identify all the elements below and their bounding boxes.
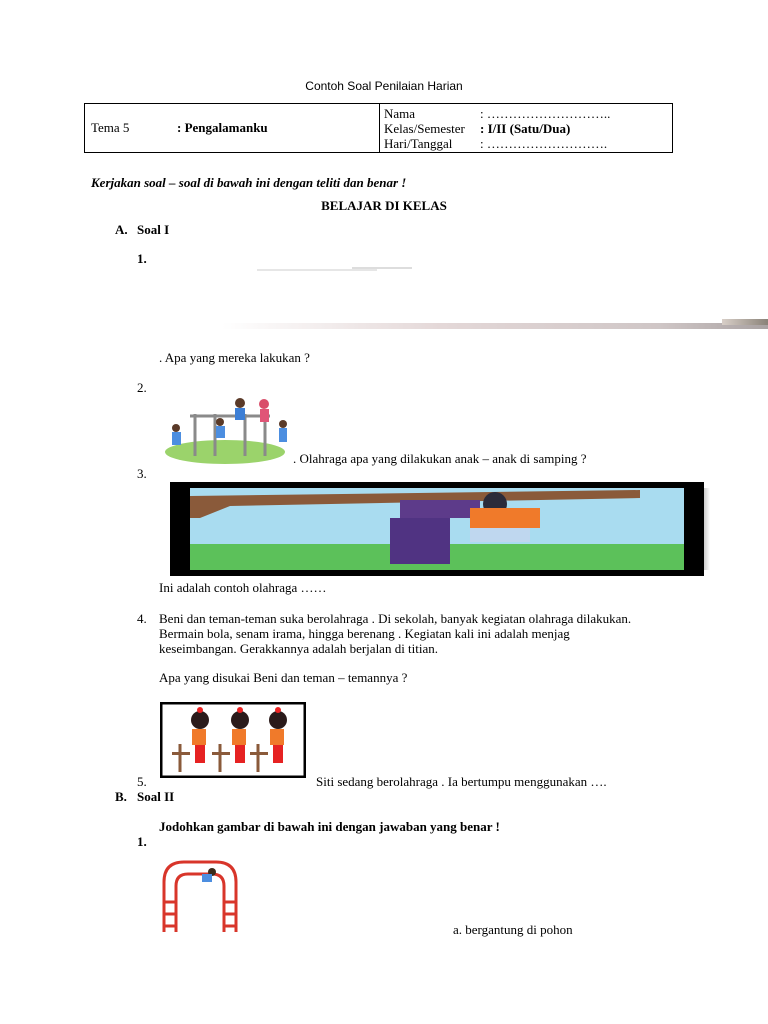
q1-number: 1. xyxy=(137,251,147,266)
kelas-label: Kelas/Semester xyxy=(384,120,465,136)
part-a-letter: A. xyxy=(115,222,128,237)
q3-hanging-image xyxy=(170,482,710,576)
hari-field[interactable]: : ………………………. xyxy=(480,135,608,151)
section-title: BELAJAR DI KELAS xyxy=(321,198,447,213)
q5-number: 5. xyxy=(137,774,147,789)
q1-faded-image xyxy=(222,265,768,335)
part-b-instruction: Jodohkan gambar di bawah ini dengan jawaban yang benar ! xyxy=(159,819,500,834)
kelas-value: : I/II (Satu/Dua) xyxy=(480,120,571,136)
answer-a: a. bergantung di pohon xyxy=(453,922,573,937)
q5-girls-chair-image xyxy=(160,702,306,778)
q4-line-2: Bermain bola, senam irama, hingga berenang . Kegiatan kali ini adalah menjag xyxy=(159,626,570,641)
tema-value: : Pengalamanku xyxy=(177,120,268,135)
nama-label: Nama xyxy=(384,105,416,121)
q4-question: Apa yang disukai Beni dan teman – temannya ? xyxy=(159,670,408,685)
document-title: Contoh Soal Penilaian Harian xyxy=(305,79,463,93)
part-a-title: Soal I xyxy=(137,222,170,237)
part-b-q1-number: 1. xyxy=(137,834,147,849)
instruction: Kerjakan soal – soal di bawah ini dengan teliti dan benar ! xyxy=(91,175,407,190)
q4-line-1: Beni dan teman-teman suka berolahraga . Di sekolah, banyak kegiatan olahraga dilakukan. xyxy=(159,611,632,626)
q3-question: Ini adalah contoh olahraga …… xyxy=(159,580,327,595)
q4-number: 4. xyxy=(137,611,147,626)
hari-label: Hari/Tanggal xyxy=(384,135,453,151)
tema-label: Tema 5 xyxy=(91,120,130,135)
identity-table xyxy=(84,103,673,153)
q2-monkey-bars-image xyxy=(160,394,295,466)
part-b-q1-bars-image xyxy=(158,852,242,934)
q2-question: . Olahraga apa yang dilakukan anak – anak di samping ? xyxy=(293,451,587,466)
q4-paragraph xyxy=(159,611,631,656)
nama-field[interactable]: : ……………………….. xyxy=(480,105,611,121)
q5-question: Siti sedang berolahraga . Ia bertumpu menggunakan …. xyxy=(316,774,607,789)
student-info-cell xyxy=(380,104,673,153)
tema-cell xyxy=(85,104,380,153)
q4-line-3: keseimbangan. Gerakkannya adalah berjalan di titian. xyxy=(159,641,439,656)
part-b-title: Soal II xyxy=(137,789,175,804)
q2-number: 2. xyxy=(137,380,147,395)
q3-number: 3. xyxy=(137,466,147,481)
part-b-letter: B. xyxy=(115,789,127,804)
q1-question: . Apa yang mereka lakukan ? xyxy=(159,350,310,365)
